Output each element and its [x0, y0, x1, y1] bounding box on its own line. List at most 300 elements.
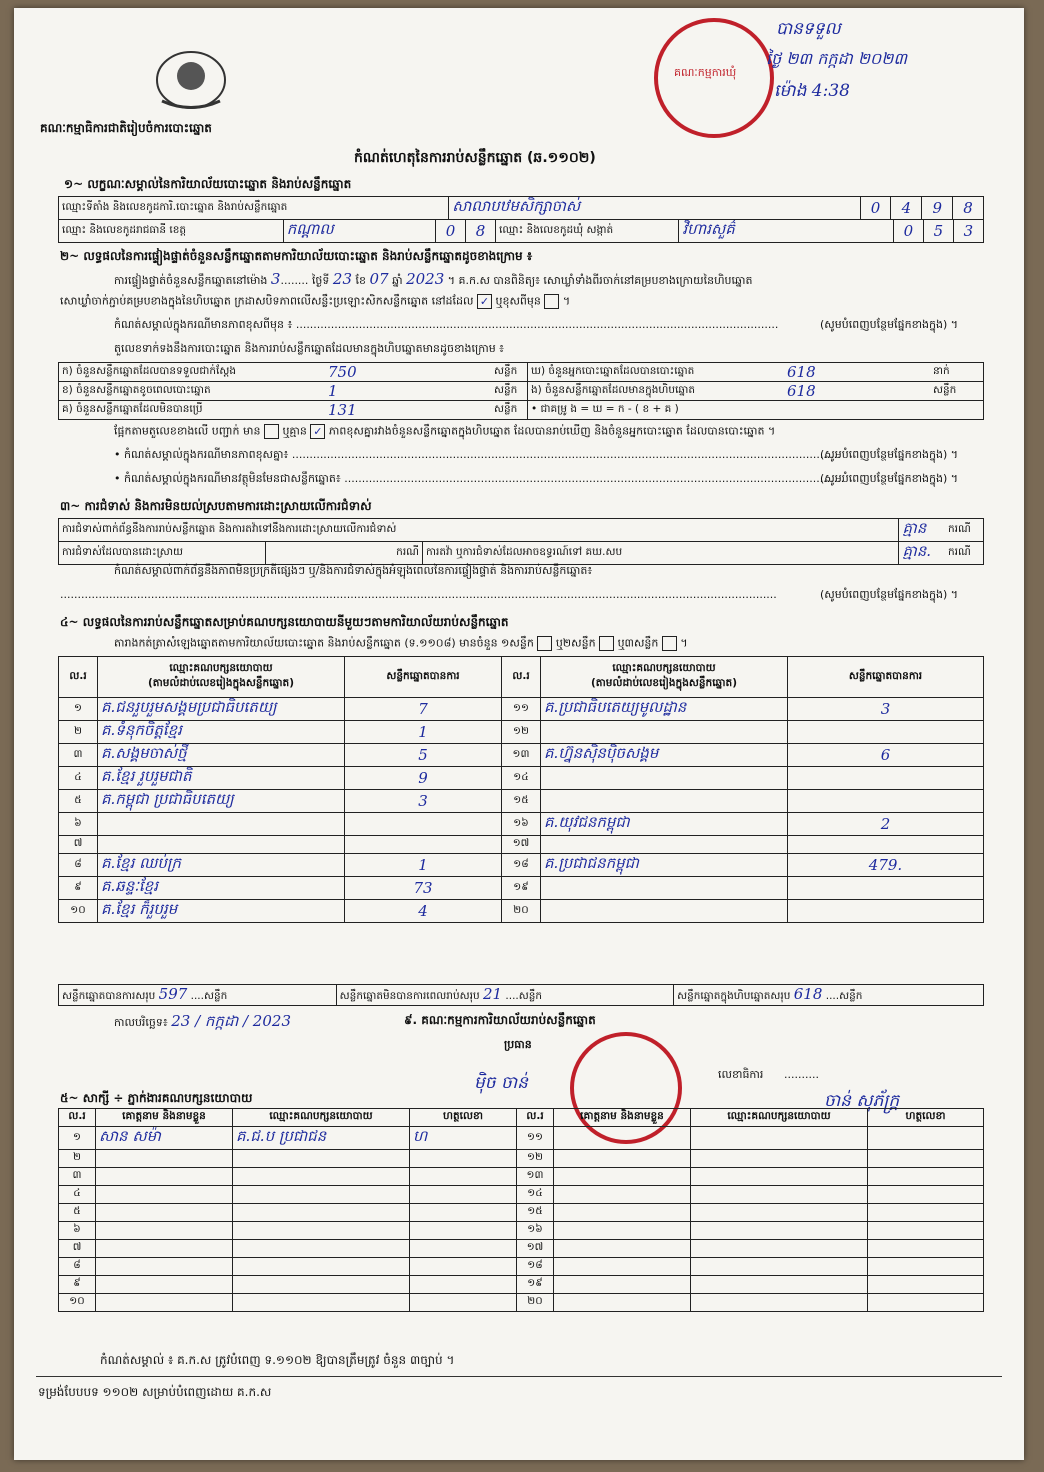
s3-r2-label: ការជំទាស់ដែលបានដោះស្រាយ	[59, 542, 266, 565]
s2-l1b: ថ្ងៃទី	[311, 274, 330, 287]
party-no: ៤	[59, 767, 98, 790]
s4-sub-text: តារាងកត់ត្រាសំឡេងឆ្នោតតាមការិយាល័យបោះឆ្នោត និងរាប់សន្លឹកឆ្នោត (ទ.១១០៨) មានចំនួន ១សន្លឹក	[114, 636, 534, 650]
witness-signature	[868, 1294, 984, 1312]
s2-l2b: ឬខុសពីមុន	[495, 294, 541, 308]
party-no: ៩	[59, 877, 98, 900]
secretary-signature: ចាន់ សុភ័ក្ត្រ	[824, 1091, 900, 1111]
witness-signature: ហ	[410, 1127, 517, 1150]
total-invalid-label: សន្លឹកឆ្នោតមិនបានការពេលរាប់សរុប	[339, 990, 480, 1002]
party-row	[59, 790, 984, 813]
w-col-no: ល.រ	[59, 1109, 96, 1127]
party-no: ៨	[59, 854, 98, 877]
witness-no: ៧	[59, 1240, 96, 1258]
party-name: គ.សង្គមចាស់ថ្មី	[98, 744, 345, 767]
code-digit: 5	[923, 220, 953, 243]
witness-no: ៩	[59, 1276, 96, 1294]
witness-party: គ.ជ.ប ប្រជាជន	[233, 1127, 410, 1150]
total-valid-value: 597	[158, 985, 188, 1003]
form-title: កំណត់ហេតុនៃការរាប់សន្លឹកឆ្នោត (ឆ.១១០២)	[354, 150, 596, 166]
witness-signature	[410, 1294, 517, 1312]
party-row	[59, 900, 984, 923]
witness-name	[554, 1150, 691, 1168]
witness-name	[96, 1240, 233, 1258]
s1-table-row2	[58, 219, 984, 243]
witness-no: ២០	[517, 1294, 554, 1312]
s4-sub3: ឬ៣សន្លឹក	[617, 636, 659, 650]
ballot-count-form	[14, 8, 1024, 1460]
witness-name	[554, 1276, 691, 1294]
witness-party	[691, 1294, 868, 1312]
witness-party	[233, 1204, 410, 1222]
witness-signature	[410, 1168, 517, 1186]
party-votes: 7	[345, 698, 502, 721]
s4-sub2: ឬ២សន្លឹក	[555, 636, 596, 650]
witness-signature	[868, 1186, 984, 1204]
party-no: ១	[59, 698, 98, 721]
party-votes	[788, 790, 984, 813]
party-row	[59, 721, 984, 744]
party-no: ១៣	[502, 744, 541, 767]
witness-no: ១៣	[517, 1168, 554, 1186]
s2-title: ២~ លទ្ធផលនៃការផ្ទៀងផ្ទាត់ចំនួនសន្លឹកឆ្នោតតាមការិយាល័យបោះឆ្នោត និងរាប់សន្លឹកឆ្នោតដូចខាងក្រោម ៖	[60, 249, 533, 263]
count-value	[784, 382, 930, 401]
receipt-line-3: ម៉ោង 4:38	[774, 81, 850, 101]
witness-party	[233, 1168, 410, 1186]
witness-name	[96, 1168, 233, 1186]
s1-r2-value	[283, 220, 435, 243]
witness-row	[59, 1222, 984, 1240]
appeal-count: គ្មាន.	[902, 542, 932, 560]
party-no: ២០	[502, 900, 541, 923]
receipt-line-2: ថ្ងៃ ២៣ កក្កដា ២០២៣	[766, 49, 908, 68]
col-votes: សន្លឹកឆ្នោតបានការ	[345, 657, 502, 698]
count-unit: សន្លឹក	[930, 382, 984, 401]
party-name	[541, 790, 788, 813]
party-name: គ.ឆន្ទៈខ្មែរ	[98, 877, 345, 900]
party-no: ២	[59, 721, 98, 744]
code-digit: 8	[953, 197, 984, 220]
witness-no: ១២	[517, 1150, 554, 1168]
witness-party	[691, 1240, 868, 1258]
s2-line1: ការផ្ទៀងផ្ទាត់ចំនួនសន្លឹកឆ្នោតនៅម៉ោង 3........ ថ្ងៃទី 23 ខែ 07 ឆ្នាំ 2023 ។ គ.ក.ស បានពិនិត្យ៖ សោឃ្លាំទាំងពីរចាក់នៅគម្របខាងក្រោយនៃហិបឆ្នោត	[114, 270, 753, 288]
two-sheet-checkbox[interactable]	[599, 636, 614, 651]
party-name: គ.ខ្មែរ ក៏រួបរួម	[98, 900, 345, 923]
party-votes: 2	[788, 813, 984, 836]
count-unit: នាក់	[930, 363, 984, 382]
witness-name	[96, 1204, 233, 1222]
s2-counts-table	[58, 362, 984, 420]
witness-name	[96, 1294, 233, 1312]
s3-r1-label: ការជំទាស់ពាក់ព័ន្ធនឹងការរាប់សន្លឹកឆ្នោត និងការតវ៉ាទៅនឹងការដោះស្រាយលើការជំទាស់	[59, 519, 899, 542]
witness-name	[554, 1222, 691, 1240]
s1-r2-label: ឈ្មោះ និងលេខកូដរាជធានី ខេត្ត	[59, 220, 284, 243]
total-invalid-value: 21	[482, 985, 503, 1003]
witness-signature	[410, 1276, 517, 1294]
w-col-name: គោត្តនាម និងនាមខ្លួន	[554, 1109, 691, 1127]
witness-party	[233, 1150, 410, 1168]
col-no: ល.រ	[59, 657, 98, 698]
count-number: 618	[787, 382, 816, 400]
s2-line4: តួលេខទាក់ទងនឹងការបោះឆ្នោត និងការរាប់សន្លឹកឆ្នោតដែលមានក្នុងហិបឆ្នោតមានដូចខាងក្រោម ៖	[114, 342, 505, 355]
count-label: ឃ) ចំនួនអ្នកបោះឆ្នោតដែលបានបោះឆ្នោត	[528, 363, 785, 382]
w-col-party: ឈ្មោះគណបក្សនយោបាយ	[233, 1109, 410, 1127]
count-number: 131	[328, 401, 357, 419]
party-votes: 1	[345, 721, 502, 744]
party-name: គ.ខ្មែរ ឈប់ក្រ	[98, 854, 345, 877]
formula: • ជាគម្រូ ង = ឃ = ក - ( ខ + គ )	[528, 401, 984, 420]
party-results-table	[58, 656, 984, 923]
witness-no: ១៤	[517, 1186, 554, 1204]
witness-signature	[410, 1240, 517, 1258]
col-party-l2: (តាមលំដាប់លេខរៀងក្នុងសន្លឹកឆ្នោត)	[590, 677, 738, 689]
party-votes	[788, 767, 984, 790]
witness-name	[96, 1150, 233, 1168]
party-votes: 479.	[788, 854, 984, 877]
count-unit: សន្លឹក	[491, 401, 528, 420]
s3-r2b-label: ការតវ៉ា ឬការជំទាស់ដែលអាចឧទ្ធរណ៍ទៅ គឃ.សប	[423, 542, 899, 565]
s3-r1-unit: ករណី	[945, 519, 984, 542]
witness-no: ១៦	[517, 1222, 554, 1240]
s3-r2-value	[899, 542, 945, 565]
count-value	[784, 363, 930, 382]
witness-name	[554, 1204, 691, 1222]
party-row	[59, 854, 984, 877]
objection-count: គ្មាន	[902, 519, 927, 537]
code-digit: 0	[436, 220, 466, 243]
party-votes: 9	[345, 767, 502, 790]
witness-signature	[868, 1127, 984, 1150]
code-digit: 3	[953, 220, 983, 243]
party-votes: 3	[788, 698, 984, 721]
party-row	[59, 767, 984, 790]
col-party-l1: ឈ្មោះគណបក្សនយោបាយ	[612, 662, 716, 674]
code-digit: 0	[860, 197, 891, 220]
s2-fill-hint-3: (សូមបំពេញបន្ថែមផ្នែកខាងក្នុង) ។	[820, 472, 959, 485]
party-row	[59, 698, 984, 721]
s3-dots: .............................................................................................................................................................................................................	[60, 588, 777, 601]
party-name	[541, 721, 788, 744]
count-unit: សន្លឹក	[491, 382, 528, 401]
w-col-name: គោត្តនាម និងនាមខ្លួន	[96, 1109, 233, 1127]
party-no: ៣	[59, 744, 98, 767]
party-no: ៦	[59, 813, 98, 836]
witness-signature	[868, 1258, 984, 1276]
party-name	[541, 767, 788, 790]
count-label: ង) ចំនួនសន្លឹកឆ្នោតដែលមានក្នុងហិបឆ្នោត	[528, 382, 785, 401]
check-year: 2023	[406, 270, 445, 288]
total-invalid: សន្លឹកឆ្នោតមិនបានការពេលរាប់សរុប 21 ....សន្លឹក	[336, 985, 673, 1006]
witness-signature	[868, 1222, 984, 1240]
witness-signature	[410, 1186, 517, 1204]
s3-note: កំណត់សម្គាល់ពាក់ព័ន្ធនឹងភាពមិនប្រក្រតីផ្សេងៗ ឬ/និងការជំទាស់ក្នុងអំឡុងពេលនៃការផ្ទៀងផ្ទាត់ និងការរាប់សន្លឹកឆ្នោត៖	[114, 564, 593, 577]
witness-name	[554, 1258, 691, 1276]
s2-l5: ផ្អែកតាមតួលេខខាងលើ បញ្ជាក់ មាន	[114, 424, 261, 438]
party-votes	[788, 721, 984, 744]
has-difference-checkbox[interactable]	[264, 424, 279, 439]
party-votes	[788, 877, 984, 900]
witness-no: ៨	[59, 1258, 96, 1276]
witness-no: ១០	[59, 1294, 96, 1312]
witness-name	[96, 1258, 233, 1276]
total-box: សន្លឹកឆ្នោតក្នុងហិបឆ្នោតសរុប 618 ....សន្លឹក	[674, 985, 984, 1006]
witness-party	[691, 1204, 868, 1222]
witness-signature	[410, 1150, 517, 1168]
s2-line7: • កំណត់សម្គាល់ក្នុងករណីមានវត្ថុមិនមែនជាសន្លឹកឆ្នោត៖ ...............................................................................................................................................	[114, 472, 845, 485]
party-no: ១១	[502, 698, 541, 721]
party-name: គ.ប្រជាជនកម្ពុជា	[541, 854, 788, 877]
witness-no: ១៥	[517, 1204, 554, 1222]
commune-name: វិហារសួគ៌	[682, 220, 735, 238]
s2-l1c: ខែ	[355, 274, 366, 287]
witness-party	[691, 1127, 868, 1150]
count-value	[325, 401, 491, 420]
w-col-sign: ហត្ថលេខា	[868, 1109, 984, 1127]
code-digit: 9	[922, 197, 953, 220]
witness-party	[691, 1222, 868, 1240]
witness-name	[96, 1186, 233, 1204]
count-value	[325, 382, 491, 401]
party-no: ១០	[59, 900, 98, 923]
s5-note: កំណត់សម្គាល់ ៖ គ.ក.ស ត្រូវបំពេញ ទ.១១០២ ឱ្យបានត្រឹមត្រូវ ចំនួន ៣ច្បាប់ ។	[100, 1353, 455, 1367]
party-row	[59, 744, 984, 767]
s3-r2-unit2: ករណី	[945, 542, 984, 565]
witness-name: សាន សម៉ា	[96, 1127, 233, 1150]
w-col-no: ល.រ	[517, 1109, 554, 1127]
witness-party	[233, 1294, 410, 1312]
col-no: ល.រ	[502, 657, 541, 698]
witness-name	[96, 1222, 233, 1240]
total-box-value: 618	[793, 985, 823, 1003]
same-checkbox[interactable]: ✓	[477, 294, 492, 309]
party-name: គ.កម្ពុជា ប្រជាធិបតេយ្យ	[98, 790, 345, 813]
s1-table	[58, 196, 984, 220]
receipt-stamp-text: គណៈកម្មការឃុំ	[674, 66, 737, 79]
total-box-label: សន្លឹកឆ្នោតក្នុងហិបឆ្នោតសរុប	[677, 990, 791, 1002]
no-difference-checkbox[interactable]: ✓	[310, 424, 325, 439]
s1-r1-value	[449, 197, 860, 220]
party-votes: 3	[345, 790, 502, 813]
s3-fill-hint: (សូមបំពេញបន្ថែមផ្នែកខាងក្នុង) ។	[820, 588, 959, 601]
one-sheet-checkbox[interactable]	[537, 636, 552, 651]
witness-party	[233, 1258, 410, 1276]
count-label: គ) ចំនួនសន្លឹកឆ្នោតដែលមិនបានប្រើ	[59, 401, 326, 420]
witness-no: ១៩	[517, 1276, 554, 1294]
count-unit: សន្លឹក	[491, 363, 528, 382]
col-party	[541, 657, 788, 698]
witness-signature	[868, 1240, 984, 1258]
party-name: គ.ហ្វ៊ុនស៊ិនប៉ិចសង្គម	[541, 744, 788, 767]
party-no: ៥	[59, 790, 98, 813]
unit: សន្លឹក	[204, 990, 228, 1002]
emblem-icon	[152, 46, 230, 112]
witness-party	[691, 1186, 868, 1204]
code-digit: 0	[893, 220, 923, 243]
witness-no: ១៨	[517, 1258, 554, 1276]
party-name	[98, 813, 345, 836]
party-no: ១៧	[502, 836, 541, 854]
s4-title: ៤~ លទ្ធផលនៃការរាប់សន្លឹកឆ្នោតសម្រាប់គណបក្សនយោបាយនីមួយៗតាមការិយាល័យរាប់សន្លឹកឆ្នោត	[60, 615, 509, 629]
province-name: កណ្ដាល	[286, 220, 334, 238]
check-hour: 3	[270, 270, 281, 288]
s1-title: ១~ លក្ខណៈសម្គាល់នៃការិយាល័យបោះឆ្នោត និងរាប់សន្លឹកឆ្នោត	[64, 177, 352, 191]
witness-row	[59, 1204, 984, 1222]
witness-signature	[410, 1222, 517, 1240]
witness-signature	[868, 1168, 984, 1186]
witness-signature	[868, 1276, 984, 1294]
party-no: ១២	[502, 721, 541, 744]
s2-line2: សោឃ្លាំចាក់ភ្ជាប់គម្របខាងក្នុងនៃហិបឆ្នោត ក្រដាសបិទភាពលើសន្លឹះប្រឡោះសិកសន្លឹកឆ្នោត នៅដដែល ✓ ឬខុសពីមុន ។	[60, 294, 571, 308]
secretary-label: លេខាធិការ	[718, 1068, 764, 1081]
w-col-sign: ហត្ថលេខា	[410, 1109, 517, 1127]
witness-no: ២	[59, 1150, 96, 1168]
party-votes	[345, 836, 502, 854]
party-no: ១៨	[502, 854, 541, 877]
party-name: គ.យុវជនកម្ពុជា	[541, 813, 788, 836]
s3-r2-unit: ករណី	[266, 542, 423, 565]
count-label: ក) ចំនួនសន្លឹកឆ្នោតដែលបានទទួលជាក់ស្ដែង	[59, 363, 326, 382]
party-votes	[788, 836, 984, 854]
code-digit: 8	[466, 220, 496, 243]
party-name: គ.ជនរួបរួមសង្គមប្រជាធិបតេយ្យ	[98, 698, 345, 721]
witness-no: ១១	[517, 1127, 554, 1150]
s4-sub	[114, 636, 688, 653]
date-value: 23 / កក្កដា / 2023	[171, 1012, 291, 1030]
witness-name	[554, 1127, 691, 1150]
secretary-dots: ..........	[784, 1068, 819, 1081]
witness-party	[233, 1186, 410, 1204]
s2-line3: កំណត់សម្គាល់ក្នុងករណីមានភាពខុសពីមុន ៖ ..........................................................................................................................................	[114, 318, 779, 331]
s2-l2: សោឃ្លាំចាក់ភ្ជាប់គម្របខាងក្នុងនៃហិបឆ្នោត ក្រដាសបិទភាពលើសន្លឹះប្រឡោះសិកសន្លឹកឆ្នោត នៅដដែល	[60, 294, 474, 308]
witness-signature	[868, 1150, 984, 1168]
party-name	[541, 836, 788, 854]
witness-table	[58, 1108, 984, 1312]
chair-signature: ម៉ិច ចាន់	[474, 1073, 528, 1093]
witness-no: ៣	[59, 1168, 96, 1186]
totals-table	[58, 984, 984, 1006]
code-digit: 4	[891, 197, 922, 220]
office-name: សាលាបឋមសិក្សាចាស់	[452, 197, 581, 215]
party-votes: 73	[345, 877, 502, 900]
witness-row	[59, 1240, 984, 1258]
w-col-party: ឈ្មោះគណបក្សនយោបាយ	[691, 1109, 868, 1127]
witness-name	[554, 1294, 691, 1312]
witness-party	[233, 1240, 410, 1258]
witness-no: ៤	[59, 1186, 96, 1204]
s2-l5b: ឬគ្មាន	[282, 424, 307, 438]
witness-party	[233, 1276, 410, 1294]
different-checkbox[interactable]	[544, 294, 559, 309]
org-name: គណៈកម្មាធិការជាតិរៀបចំការបោះឆ្នោត	[40, 121, 212, 135]
witness-no: ១៧	[517, 1240, 554, 1258]
witness-no: ៥	[59, 1204, 96, 1222]
s1-r2-value2	[679, 220, 893, 243]
witness-row	[59, 1186, 984, 1204]
s1-r1-label: ឈ្មោះទីតាំង និងលេខកូដការិ.បោះឆ្នោត និងរាប់សន្លឹកឆ្នោត	[59, 197, 449, 220]
witness-party	[691, 1168, 868, 1186]
s2-line6: • កំណត់សម្គាល់ក្នុងករណីមានភាពខុសគ្នា៖ .............................................................................................................................................................	[114, 448, 841, 461]
party-row	[59, 813, 984, 836]
col-votes: សន្លឹកឆ្នោតបានការ	[788, 657, 984, 698]
col-party-l1: ឈ្មោះគណបក្សនយោបាយ	[169, 662, 273, 674]
witness-row	[59, 1168, 984, 1186]
s2-l1d: ឆ្នាំ	[392, 274, 403, 287]
party-votes: 1	[345, 854, 502, 877]
party-no: ១៦	[502, 813, 541, 836]
s2-fill-hint-2: (សូមបំពេញបន្ថែមផ្នែកខាងក្នុង) ។	[820, 448, 959, 461]
witness-signature	[410, 1204, 517, 1222]
unit: សន្លឹក	[518, 990, 543, 1002]
witness-party	[691, 1150, 868, 1168]
total-valid: សន្លឹកឆ្នោតបានការសរុប 597 ....សន្លឹក	[59, 985, 337, 1006]
s4-sub4: ។	[680, 636, 688, 650]
party-votes: 4	[345, 900, 502, 923]
s2-l1a: ការផ្ទៀងផ្ទាត់ចំនួនសន្លឹកឆ្នោតនៅម៉ោង	[114, 274, 268, 287]
committee-label: ៩. គណៈកម្មការការិយាល័យរាប់សន្លឹកឆ្នោត	[404, 1013, 596, 1027]
party-no: ៧	[59, 836, 98, 854]
date-line	[114, 1012, 291, 1034]
s2-l6: • កំណត់សម្គាល់ក្នុងករណីមានភាពខុសគ្នា៖	[114, 448, 289, 461]
party-votes	[345, 813, 502, 836]
check-day: 23	[332, 270, 352, 288]
witness-party	[233, 1222, 410, 1240]
witness-row	[59, 1127, 984, 1150]
party-name	[541, 877, 788, 900]
witness-signature	[410, 1258, 517, 1276]
party-no: ១៩	[502, 877, 541, 900]
party-votes: 5	[345, 744, 502, 767]
witness-no: ១	[59, 1127, 96, 1150]
party-row	[59, 836, 984, 854]
witness-name	[554, 1240, 691, 1258]
check-month: 07	[369, 270, 389, 288]
witness-row	[59, 1294, 984, 1312]
party-votes: 6	[788, 744, 984, 767]
s1-r2-label2: ឈ្មោះ និងលេខកូដឃុំ សង្កាត់	[496, 220, 679, 243]
s2-l5c: ភាពខុសគ្នារវាងចំនួនសន្លឹកឆ្នោតក្នុងហិបឆ្នោត ដែលបានរាប់ឃើញ និងចំនួនអ្នកបោះឆ្នោត ដែលបានបោះឆ្នោត ។	[328, 424, 776, 438]
witness-signature	[868, 1204, 984, 1222]
witness-row	[59, 1276, 984, 1294]
party-votes	[788, 900, 984, 923]
col-party-l2: (តាមលំដាប់លេខរៀងក្នុងសន្លឹកឆ្នោត)	[147, 677, 295, 689]
col-party	[98, 657, 345, 698]
receipt-line-1: បានទទួល	[776, 19, 841, 39]
witness-party	[691, 1276, 868, 1294]
witness-row	[59, 1150, 984, 1168]
footer-rule	[36, 1376, 1002, 1377]
party-name	[98, 836, 345, 854]
witness-row	[59, 1258, 984, 1276]
party-no: ១៤	[502, 767, 541, 790]
party-row	[59, 877, 984, 900]
count-label: ខ) ចំនួនសន្លឹកឆ្នោតខូចពេលបោះឆ្នោត	[59, 382, 326, 401]
party-name: គ.ខ្មែរ រួបរួមជាតិ	[98, 767, 345, 790]
witness-name	[554, 1186, 691, 1204]
s2-l1e: ។ គ.ក.ស បានពិនិត្យ៖ សោឃ្លាំទាំងពីរចាក់នៅគម្របខាងក្រោយនៃហិបឆ្នោត	[447, 274, 753, 287]
footer-text: ទម្រង់បែបបទ ១១០២ សម្រាប់បំពេញដោយ គ.ក.ស	[38, 1385, 272, 1399]
three-sheet-checkbox[interactable]	[662, 636, 677, 651]
total-valid-label: សន្លឹកឆ្នោតបានការសរុប	[62, 990, 156, 1002]
s3-title: ៣~ ការជំទាស់ និងការមិនយល់ស្របតាមការដោះស្រាយលើការជំទាស់	[60, 499, 372, 513]
party-name: គ.ទំនុកចិត្តខ្មែរ	[98, 721, 345, 744]
chair-label: ប្រធាន	[504, 1038, 532, 1051]
witness-party	[691, 1258, 868, 1276]
date-label: កាលបរិច្ឆេទ៖	[114, 1016, 168, 1029]
unit: សន្លឹក	[839, 990, 863, 1002]
s2-l7: • កំណត់សម្គាល់ក្នុងករណីមានវត្ថុមិនមែនជាសន្លឹកឆ្នោត៖	[114, 472, 341, 485]
witness-no: ៦	[59, 1222, 96, 1240]
s3-table	[58, 518, 984, 565]
count-value	[325, 363, 491, 382]
